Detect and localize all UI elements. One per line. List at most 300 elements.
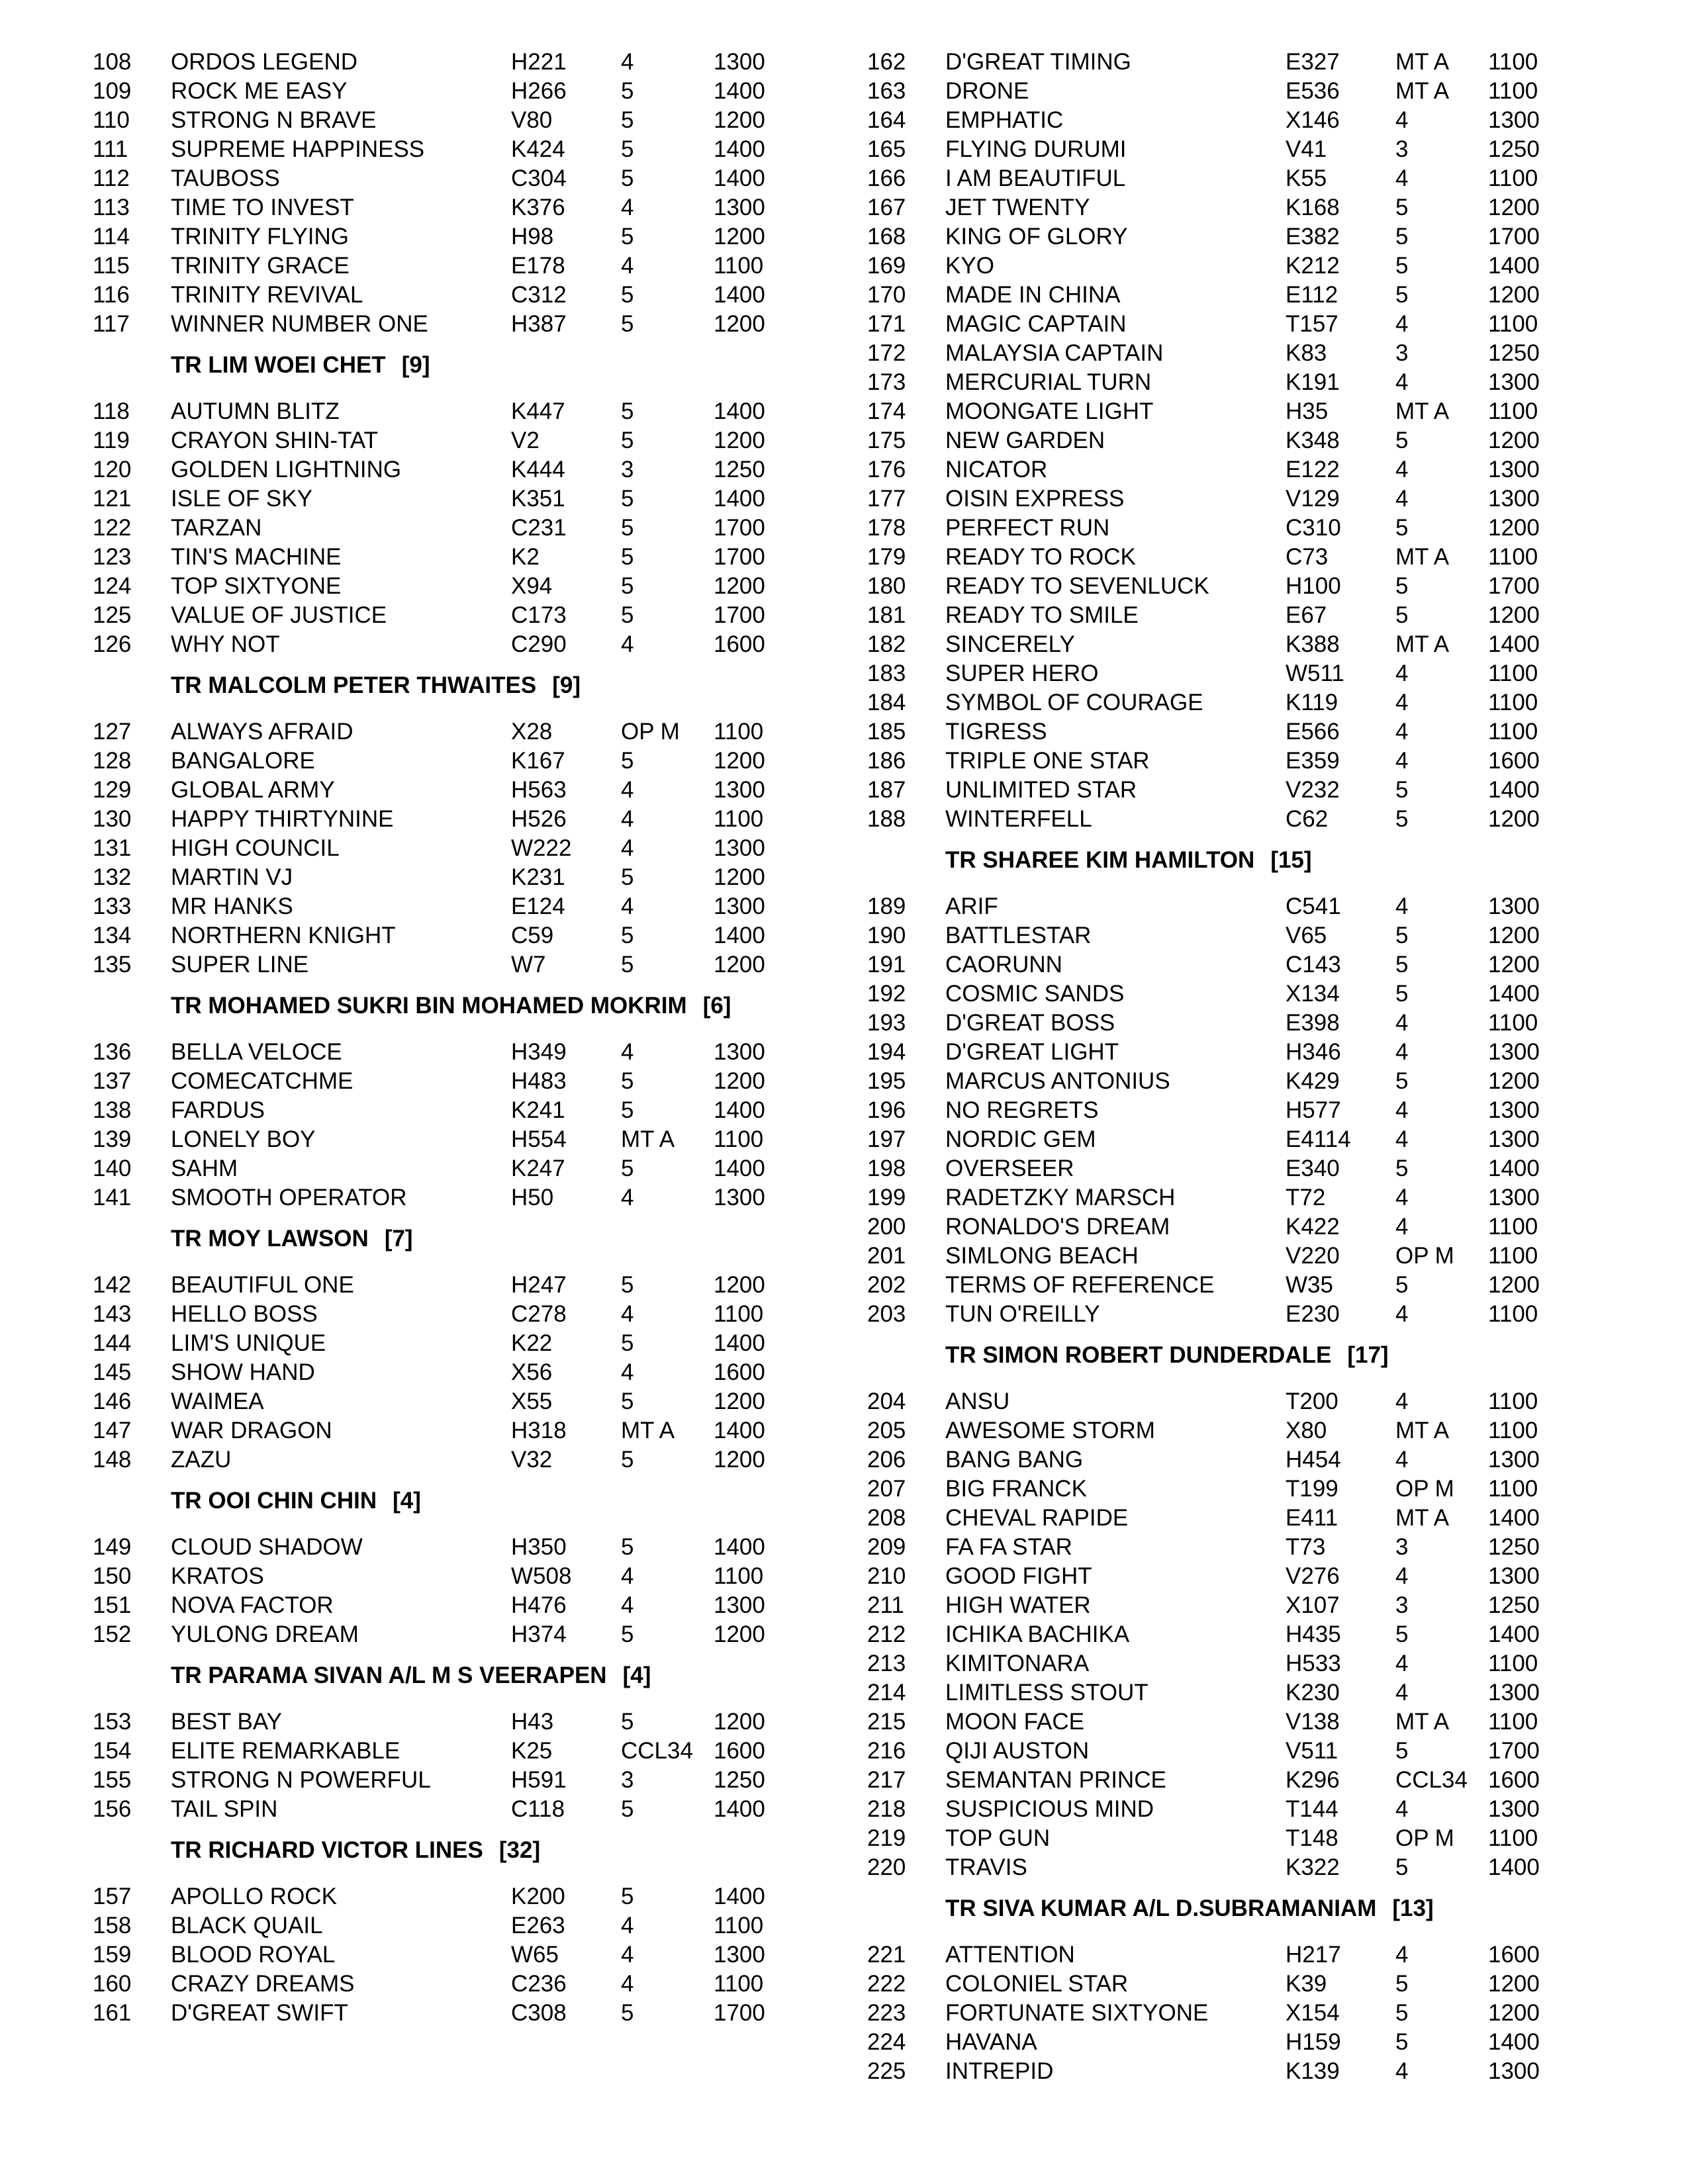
- race-distance: 1100: [1488, 1301, 1538, 1327]
- horse-name: HAPPY THIRTYNINE: [171, 806, 394, 832]
- trainer-runner-count: [4]: [393, 1488, 421, 1514]
- horse-rating: 4: [1395, 369, 1409, 395]
- horse-code: V232: [1286, 777, 1340, 803]
- horse-rating: CCL34: [621, 1738, 693, 1764]
- horse-rating: 4: [1395, 1563, 1409, 1589]
- horse-rating: 5: [1395, 1971, 1409, 1997]
- horse-code: K424: [511, 136, 565, 162]
- horse-rating: 4: [1395, 1185, 1409, 1210]
- entry-number: 131: [93, 835, 132, 861]
- horse-name: D'GREAT BOSS: [945, 1010, 1115, 1036]
- horse-rating: 4: [1395, 165, 1409, 191]
- race-distance: 1250: [1488, 340, 1540, 366]
- race-distance: 1400: [714, 1330, 765, 1356]
- horse-code: X80: [1286, 1418, 1327, 1443]
- race-distance: 1100: [1488, 1010, 1538, 1036]
- race-distance: 1100: [1488, 1825, 1538, 1851]
- entry-number: 118: [93, 398, 130, 424]
- horse-code: K351: [511, 486, 565, 512]
- horse-code: T73: [1286, 1534, 1326, 1560]
- entry-number: 218: [867, 1796, 906, 1822]
- horse-name: SUSPICIOUS MIND: [945, 1796, 1154, 1822]
- horse-rating: 5: [1395, 573, 1409, 599]
- entry-number: 120: [93, 457, 132, 482]
- horse-rating: MT A: [621, 1126, 675, 1152]
- horse-code: E112: [1286, 282, 1338, 308]
- race-distance: 1100: [1488, 49, 1538, 75]
- horse-code: K231: [511, 864, 565, 890]
- horse-name: TOP GUN: [945, 1825, 1051, 1851]
- horse-rating: CCL34: [1395, 1767, 1468, 1793]
- horse-name: GOLDEN LIGHTNING: [171, 457, 402, 482]
- race-distance: 1250: [714, 457, 765, 482]
- race-distance: 1400: [714, 1796, 765, 1822]
- race-distance: 1100: [714, 1913, 764, 1938]
- race-distance: 1100: [1488, 1418, 1538, 1443]
- entry-number: 151: [93, 1592, 132, 1618]
- horse-name: BEST BAY: [171, 1709, 282, 1735]
- horse-name: SUPER HERO: [945, 660, 1099, 686]
- horse-name: ELITE REMARKABLE: [171, 1738, 400, 1764]
- trainer-name-text: TR MOHAMED SUKRI BIN MOHAMED MOKRIM: [171, 993, 687, 1019]
- entry-number: 162: [867, 49, 906, 75]
- entry-number: 145: [93, 1359, 132, 1385]
- entry-number: 117: [93, 311, 130, 337]
- horse-code: V65: [1286, 923, 1327, 948]
- horse-rating: 5: [621, 2000, 634, 2026]
- horse-code: K139: [1286, 2058, 1340, 2084]
- horse-name: TUN O'REILLY: [945, 1301, 1100, 1327]
- race-distance: 1200: [1488, 428, 1540, 453]
- horse-rating: 5: [621, 1796, 634, 1822]
- horse-code: E411: [1286, 1505, 1338, 1531]
- entry-number: 180: [867, 573, 906, 599]
- entry-number: 110: [93, 107, 130, 133]
- entry-number: 130: [93, 806, 132, 832]
- horse-name: OVERSEER: [945, 1156, 1074, 1181]
- horse-name: HIGH COUNCIL: [171, 835, 340, 861]
- entry-number: 111: [93, 136, 128, 162]
- horse-name: STRONG N BRAVE: [171, 107, 377, 133]
- horse-rating: 4: [621, 806, 634, 832]
- horse-code: E398: [1286, 1010, 1340, 1036]
- race-distance: 1200: [714, 311, 765, 337]
- horse-rating: 5: [621, 952, 634, 978]
- horse-rating: 5: [621, 428, 634, 453]
- horse-code: X28: [511, 719, 553, 745]
- race-distance: 1400: [1488, 2029, 1540, 2055]
- horse-code: E536: [1286, 78, 1340, 104]
- horse-code: K168: [1286, 195, 1340, 220]
- entry-number: 197: [867, 1126, 906, 1152]
- horse-code: H350: [511, 1534, 567, 1560]
- horse-name: BLACK QUAIL: [171, 1913, 323, 1938]
- race-distance: 1300: [1488, 1126, 1540, 1152]
- horse-rating: 4: [1395, 748, 1409, 774]
- horse-name: KING OF GLORY: [945, 224, 1128, 250]
- entry-number: 121: [93, 486, 132, 512]
- horse-code: K39: [1286, 1971, 1327, 1997]
- horse-rating: 5: [621, 1447, 634, 1473]
- entry-number: 122: [93, 515, 132, 541]
- horse-name: TIGRESS: [945, 719, 1047, 745]
- race-distance: 1300: [714, 1592, 765, 1618]
- race-distance: 1400: [714, 1418, 765, 1443]
- race-distance: 1200: [714, 1621, 765, 1647]
- horse-rating: 5: [1395, 282, 1409, 308]
- horse-name: SHOW HAND: [171, 1359, 315, 1385]
- horse-name: EMPHATIC: [945, 107, 1064, 133]
- entry-number: 166: [867, 165, 906, 191]
- entry-number: 173: [867, 369, 906, 395]
- horse-rating: 5: [621, 1388, 634, 1414]
- horse-rating: 5: [1395, 602, 1409, 628]
- horse-rating: 4: [1395, 457, 1409, 482]
- horse-code: C62: [1286, 806, 1329, 832]
- race-distance: 1300: [1488, 1563, 1540, 1589]
- horse-rating: 4: [621, 1913, 634, 1938]
- horse-name: BEAUTIFUL ONE: [171, 1272, 354, 1298]
- race-distance: 1200: [714, 107, 765, 133]
- entry-number: 198: [867, 1156, 906, 1181]
- entry-number: 141: [93, 1185, 132, 1210]
- horse-rating: 4: [1395, 486, 1409, 512]
- race-distance: 1700: [1488, 1738, 1540, 1764]
- race-distance: 1200: [714, 1272, 765, 1298]
- race-distance: 1700: [714, 602, 765, 628]
- entry-number: 190: [867, 923, 906, 948]
- horse-code: W511: [1286, 660, 1344, 686]
- horse-rating: 4: [1395, 1097, 1409, 1123]
- entry-number: 214: [867, 1680, 906, 1706]
- horse-rating: 4: [1395, 1447, 1409, 1473]
- entry-number: 140: [93, 1156, 132, 1181]
- trainer-runner-count: [15]: [1270, 847, 1312, 873]
- horse-code: E124: [511, 893, 565, 919]
- entry-number: 182: [867, 631, 906, 657]
- horse-code: V80: [511, 107, 553, 133]
- entry-number: 146: [93, 1388, 132, 1414]
- horse-rating: MT A: [1395, 631, 1450, 657]
- race-distance: 1400: [714, 398, 765, 424]
- horse-name: NO REGRETS: [945, 1097, 1099, 1123]
- horse-code: H159: [1286, 2029, 1341, 2055]
- horse-rating: OP M: [1395, 1825, 1454, 1851]
- race-distance: 1100: [1488, 690, 1538, 715]
- entry-number: 113: [93, 195, 130, 220]
- horse-code: E178: [511, 253, 565, 279]
- race-distance: 1100: [1488, 544, 1538, 570]
- horse-name: ANSU: [945, 1388, 1010, 1414]
- race-distance: 1400: [714, 282, 765, 308]
- horse-name: BLOOD ROYAL: [171, 1942, 336, 1968]
- horse-name: ICHIKA BACHIKA: [945, 1621, 1130, 1647]
- horse-rating: 4: [1395, 1796, 1409, 1822]
- horse-rating: MT A: [1395, 1418, 1450, 1443]
- trainer-name: [945, 1341, 1389, 1370]
- horse-code: T200: [1286, 1388, 1338, 1414]
- horse-rating: 5: [621, 486, 634, 512]
- horse-code: E327: [1286, 49, 1340, 75]
- race-distance: 1250: [1488, 1534, 1540, 1560]
- entry-number: 168: [867, 224, 906, 250]
- race-distance: 1300: [1488, 1447, 1540, 1473]
- horse-rating: 5: [621, 107, 634, 133]
- entry-number: 170: [867, 282, 906, 308]
- entry-number: 138: [93, 1097, 132, 1123]
- horse-name: DRONE: [945, 78, 1029, 104]
- race-distance: 1100: [714, 719, 764, 745]
- horse-name: KYO: [945, 253, 994, 279]
- horse-name: COLONIEL STAR: [945, 1971, 1129, 1997]
- horse-code: C310: [1286, 515, 1341, 541]
- horse-code: E230: [1286, 1301, 1340, 1327]
- race-distance: 1300: [714, 835, 765, 861]
- horse-code: T144: [1286, 1796, 1338, 1822]
- horse-code: K388: [1286, 631, 1340, 657]
- horse-code: H554: [511, 1126, 567, 1152]
- race-distance: 1400: [714, 923, 765, 948]
- race-distance: 1200: [714, 1447, 765, 1473]
- race-distance: 1300: [1488, 457, 1540, 482]
- race-distance: 1250: [1488, 1592, 1540, 1618]
- horse-name: WHY NOT: [171, 631, 280, 657]
- entry-number: 179: [867, 544, 906, 570]
- horse-rating: MT A: [1395, 78, 1450, 104]
- horse-code: K212: [1286, 253, 1340, 279]
- horse-rating: 5: [621, 748, 634, 774]
- horse-rating: 4: [1395, 1301, 1409, 1327]
- trainer-name: [171, 1486, 421, 1516]
- race-distance: 1400: [714, 486, 765, 512]
- race-distance: 1200: [714, 1709, 765, 1735]
- horse-name: NICATOR: [945, 457, 1048, 482]
- horse-code: X154: [1286, 2000, 1340, 2026]
- horse-rating: 3: [1395, 1534, 1409, 1560]
- horse-name: ZAZU: [171, 1447, 232, 1473]
- horse-name: MADE IN CHINA: [945, 282, 1121, 308]
- race-distance: 1400: [1488, 1156, 1540, 1181]
- horse-name: TAIL SPIN: [171, 1796, 278, 1822]
- horse-rating: OP M: [621, 719, 680, 745]
- horse-code: H454: [1286, 1447, 1341, 1473]
- horse-code: X55: [511, 1388, 553, 1414]
- horse-code: H526: [511, 806, 567, 832]
- horse-code: E263: [511, 1913, 565, 1938]
- horse-name: NORTHERN KNIGHT: [171, 923, 396, 948]
- horse-code: H483: [511, 1068, 567, 1094]
- entry-number: 128: [93, 748, 132, 774]
- entry-number: 112: [93, 165, 130, 191]
- entry-number: 174: [867, 398, 906, 424]
- entry-number: 188: [867, 806, 906, 832]
- horse-name: UNLIMITED STAR: [945, 777, 1137, 803]
- horse-name: ROCK ME EASY: [171, 78, 348, 104]
- horse-rating: 5: [621, 1097, 634, 1123]
- horse-rating: 5: [621, 1884, 634, 1909]
- race-distance: 1300: [1488, 107, 1540, 133]
- horse-code: K22: [511, 1330, 553, 1356]
- horse-name: SAHM: [171, 1156, 238, 1181]
- entry-number: 147: [93, 1418, 132, 1443]
- horse-code: H50: [511, 1185, 554, 1210]
- horse-name: CRAZY DREAMS: [171, 1971, 355, 1997]
- horse-name: KRATOS: [171, 1563, 264, 1589]
- horse-code: C59: [511, 923, 554, 948]
- entry-number: 108: [93, 49, 132, 75]
- horse-name: SINCERELY: [945, 631, 1075, 657]
- horse-name: ORDOS LEGEND: [171, 49, 357, 75]
- race-distance: 1200: [1488, 282, 1540, 308]
- horse-name: APOLLO ROCK: [171, 1884, 337, 1909]
- horse-name: SUPREME HAPPINESS: [171, 136, 425, 162]
- race-distance: 1200: [1488, 952, 1540, 978]
- race-distance: 1200: [714, 952, 765, 978]
- horse-rating: 5: [1395, 515, 1409, 541]
- horse-name: LONELY BOY: [171, 1126, 316, 1152]
- race-distance: 1200: [714, 748, 765, 774]
- entry-number: 222: [867, 1971, 906, 1997]
- race-distance: 1400: [714, 1097, 765, 1123]
- horse-rating: OP M: [1395, 1243, 1454, 1269]
- entry-number: 194: [867, 1039, 906, 1065]
- horse-rating: 4: [621, 1039, 634, 1065]
- horse-name: YULONG DREAM: [171, 1621, 359, 1647]
- horse-code: V41: [1286, 136, 1327, 162]
- horse-code: E382: [1286, 224, 1340, 250]
- horse-rating: 5: [621, 1709, 634, 1735]
- trainer-name: [171, 671, 581, 700]
- horse-name: WINNER NUMBER ONE: [171, 311, 428, 337]
- race-distance: 1400: [1488, 981, 1540, 1007]
- horse-name: MOON FACE: [945, 1709, 1085, 1735]
- race-distance: 1600: [714, 1359, 765, 1385]
- horse-name: AWESOME STORM: [945, 1418, 1155, 1443]
- race-distance: 1400: [1488, 631, 1540, 657]
- horse-code: K2: [511, 544, 539, 570]
- horse-code: X107: [1286, 1592, 1340, 1618]
- entry-number: 109: [93, 78, 132, 104]
- horse-name: HIGH WATER: [945, 1592, 1091, 1618]
- horse-code: W7: [511, 952, 546, 978]
- entry-number: 215: [867, 1709, 906, 1735]
- race-distance: 1300: [714, 49, 765, 75]
- horse-name: READY TO SEVENLUCK: [945, 573, 1209, 599]
- horse-code: K241: [511, 1097, 565, 1123]
- horse-code: K422: [1286, 1214, 1340, 1240]
- horse-name: QIJI AUSTON: [945, 1738, 1090, 1764]
- race-distance: 1100: [714, 806, 764, 832]
- horse-name: MOONGATE LIGHT: [945, 398, 1154, 424]
- trainer-runner-count: [17]: [1347, 1342, 1389, 1368]
- horse-name: TERMS OF REFERENCE: [945, 1272, 1215, 1298]
- horse-code: H387: [511, 311, 567, 337]
- race-distance: 1700: [714, 2000, 765, 2026]
- horse-rating: 4: [621, 1942, 634, 1968]
- horse-name: ATTENTION: [945, 1942, 1075, 1968]
- horse-rating: 5: [1395, 1738, 1409, 1764]
- horse-rating: 4: [621, 777, 634, 803]
- horse-rating: 5: [621, 1534, 634, 1560]
- race-distance: 1200: [1488, 1272, 1540, 1298]
- horse-name: MARCUS ANTONIUS: [945, 1068, 1170, 1094]
- horse-name: ALWAYS AFRAID: [171, 719, 353, 745]
- horse-name: GOOD FIGHT: [945, 1563, 1092, 1589]
- trainer-runner-count: [13]: [1392, 1895, 1434, 1921]
- entry-number: 199: [867, 1185, 906, 1210]
- horse-rating: 5: [621, 864, 634, 890]
- horse-name: CLOUD SHADOW: [171, 1534, 363, 1560]
- entry-number: 202: [867, 1272, 906, 1298]
- horse-name: TIN'S MACHINE: [171, 544, 342, 570]
- entry-number: 143: [93, 1301, 132, 1327]
- entry-number: 114: [93, 224, 130, 250]
- race-distance: 1600: [1488, 1767, 1540, 1793]
- race-distance: 1300: [1488, 1796, 1540, 1822]
- entry-number: 175: [867, 428, 906, 453]
- horse-code: E67: [1286, 602, 1327, 628]
- entry-number: 208: [867, 1505, 906, 1531]
- horse-name: COSMIC SANDS: [945, 981, 1125, 1007]
- horse-code: K230: [1286, 1680, 1340, 1706]
- horse-code: E340: [1286, 1156, 1340, 1181]
- entry-number: 205: [867, 1418, 906, 1443]
- horse-rating: 3: [1395, 136, 1409, 162]
- horse-code: W508: [511, 1563, 572, 1589]
- race-distance: 1400: [1488, 1621, 1540, 1647]
- entry-number: 135: [93, 952, 132, 978]
- entry-number: 144: [93, 1330, 132, 1356]
- race-distance: 1100: [1488, 1243, 1538, 1269]
- horse-code: E566: [1286, 719, 1340, 745]
- entry-number: 126: [93, 631, 132, 657]
- entry-number: 167: [867, 195, 906, 220]
- trainer-runner-count: [32]: [498, 1837, 541, 1863]
- horse-rating: 5: [621, 1272, 634, 1298]
- entry-number: 159: [93, 1942, 132, 1968]
- race-distance: 1400: [1488, 253, 1540, 279]
- trainer-name: [171, 991, 731, 1021]
- trainer-name-text: TR LIM WOEI CHET: [171, 352, 386, 378]
- trainer-name-text: TR MALCOLM PETER THWAITES: [171, 672, 537, 698]
- race-distance: 1600: [1488, 748, 1540, 774]
- entry-number: 164: [867, 107, 906, 133]
- horse-name: TRINITY GRACE: [171, 253, 350, 279]
- horse-rating: 5: [621, 78, 634, 104]
- horse-name: WAIMEA: [171, 1388, 264, 1414]
- horse-rating: 4: [621, 835, 634, 861]
- horse-rating: 4: [1395, 1942, 1409, 1968]
- horse-code: T199: [1286, 1476, 1338, 1502]
- horse-name: READY TO ROCK: [945, 544, 1136, 570]
- horse-rating: 5: [1395, 923, 1409, 948]
- horse-code: K119: [1286, 690, 1338, 715]
- horse-rating: 4: [621, 1971, 634, 1997]
- horse-code: K191: [1286, 369, 1340, 395]
- horse-code: X94: [511, 573, 553, 599]
- entry-number: 193: [867, 1010, 906, 1036]
- horse-name: CAORUNN: [945, 952, 1062, 978]
- horse-rating: 5: [1395, 1854, 1409, 1880]
- race-distance: 1200: [714, 1388, 765, 1414]
- trainer-name-text: TR SIMON ROBERT DUNDERDALE: [945, 1342, 1332, 1368]
- race-distance: 1100: [1488, 719, 1538, 745]
- race-distance: 1100: [1488, 1388, 1538, 1414]
- horse-name: NORDIC GEM: [945, 1126, 1096, 1152]
- race-distance: 1200: [1488, 1971, 1540, 1997]
- horse-name: SIMLONG BEACH: [945, 1243, 1139, 1269]
- horse-name: MAGIC CAPTAIN: [945, 311, 1127, 337]
